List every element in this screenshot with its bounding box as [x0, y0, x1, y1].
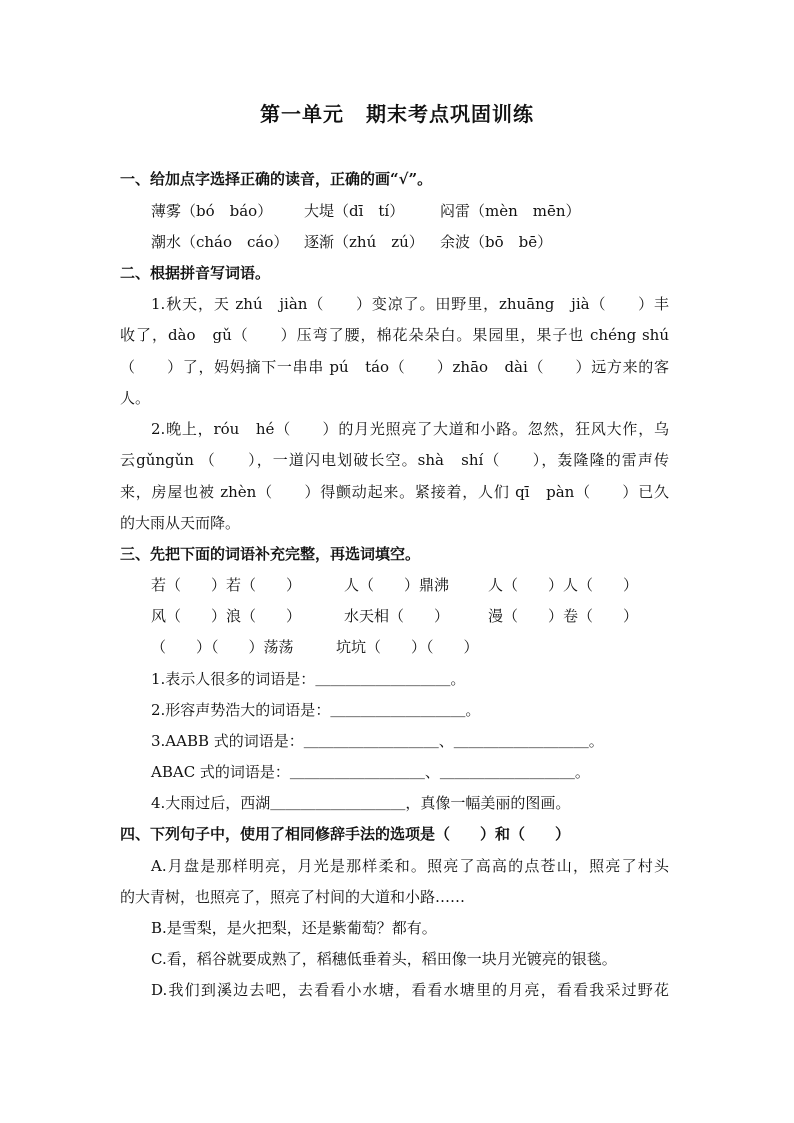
- option-c: C.看，稻谷就要成熟了，稻穗低垂着头，稻田像一块月光镀亮的银毯。: [151, 950, 617, 968]
- paragraph-2-line-4: 的大雨从天而降。: [120, 514, 241, 532]
- pinyin-choice-1: 薄雾（bó báo）: [151, 202, 273, 220]
- fill-question-3: 3.AABB 式的词语是：＿＿＿＿＿＿＿＿＿、＿＿＿＿＿＿＿＿＿。: [151, 732, 604, 750]
- idiom-blank-6: 漫（ ）卷（ ）: [488, 607, 639, 625]
- idiom-blank-2: 人（ ）鼎沸: [344, 576, 450, 594]
- option-a-line-2: 的大青树，也照亮了，照亮了村间的大道和小路……: [120, 888, 466, 906]
- option-b: B.是雪梨，是火把梨，还是紫葡萄？都有。: [151, 919, 437, 937]
- paragraph-2-line-1: 2.晚上，róu hé（ ）的月光照亮了大道和小路。忽然，狂风大作，乌: [151, 420, 669, 438]
- idiom-blank-1: 若（ ）若（ ）: [151, 576, 302, 594]
- fill-question-2: 2.形容声势浩大的词语是：＿＿＿＿＿＿＿＿＿。: [151, 701, 481, 719]
- paragraph-1-line-3: （ ）了，妈妈摘下一串串 pú táo（ ）zhāo dài（ ）远方来的客: [120, 358, 669, 376]
- section1-heading: 一、给加点字选择正确的读音，正确的画“√”。: [120, 170, 433, 188]
- paragraph-2-line-2: 云gǔngǔn （ ），一道闪电划破长空。shà shí（ ），轰隆隆的雷声传: [120, 451, 669, 469]
- paragraph-1-line-1: 1.秋天，天 zhú jiàn（ ）变凉了。田野里，zhuāng jià（ ）丰: [151, 295, 669, 313]
- idiom-blank-4: 风（ ）浪（ ）: [151, 607, 302, 625]
- title-unit: 第一单元: [260, 102, 344, 126]
- option-d: D.我们到溪边去吧，去看看小水塘，看看水塘里的月亮，看看我采过野花: [151, 981, 669, 999]
- fill-question-1: 1.表示人很多的词语是：＿＿＿＿＿＿＿＿＿。: [151, 670, 466, 688]
- fill-question-4: 4.大雨过后，西湖＿＿＿＿＿＿＿＿＿，真像一幅美丽的图画。: [151, 794, 571, 812]
- option-a-line-1: A.月盘是那样明亮，月光是那样柔和。照亮了高高的点苍山，照亮了村头: [151, 857, 669, 875]
- pinyin-choice-4: 潮水（cháo cáo）: [151, 233, 289, 251]
- idiom-blank-5: 水天相（ ）: [344, 607, 450, 625]
- title-subject: 期末考点巩固训练: [366, 102, 534, 126]
- idiom-blank-8: 坑坑（ ）（ ）: [336, 638, 479, 656]
- idiom-blank-7: （ ）（ ）荡荡: [151, 638, 294, 656]
- pinyin-choice-5: 逐渐（zhú zú）: [304, 233, 424, 251]
- paragraph-1-line-4: 人。: [120, 389, 151, 407]
- fill-question-3b: ABAC 式的词语是：＿＿＿＿＿＿＿＿＿、＿＿＿＿＿＿＿＿＿。: [151, 763, 590, 781]
- paragraph-2-line-3: 来，房屋也被 zhèn（ ）得颤动起来。紧接着，人们 qī pàn（ ）已久: [120, 483, 669, 501]
- page-title: [0, 98, 794, 127]
- paragraph-1-line-2: 收了，dào gǔ（ ）压弯了腰，棉花朵朵白。果园里，果子也 chéng shú: [120, 326, 669, 344]
- pinyin-choice-6: 余波（bō bē）: [440, 233, 553, 251]
- section2-heading: 二、根据拼音写词语。: [120, 264, 271, 282]
- section3-heading: 三、先把下面的词语补充完整，再选词填空。: [120, 545, 421, 563]
- section4-heading: 四、下列句子中，使用了相同修辞手法的选项是（ ）和（ ）: [120, 825, 571, 843]
- idiom-blank-3: 人（ ）人（ ）: [488, 576, 639, 594]
- pinyin-choice-3: 闷雷（mèn mēn）: [440, 202, 581, 220]
- pinyin-choice-2: 大堤（dī tí）: [304, 202, 405, 220]
